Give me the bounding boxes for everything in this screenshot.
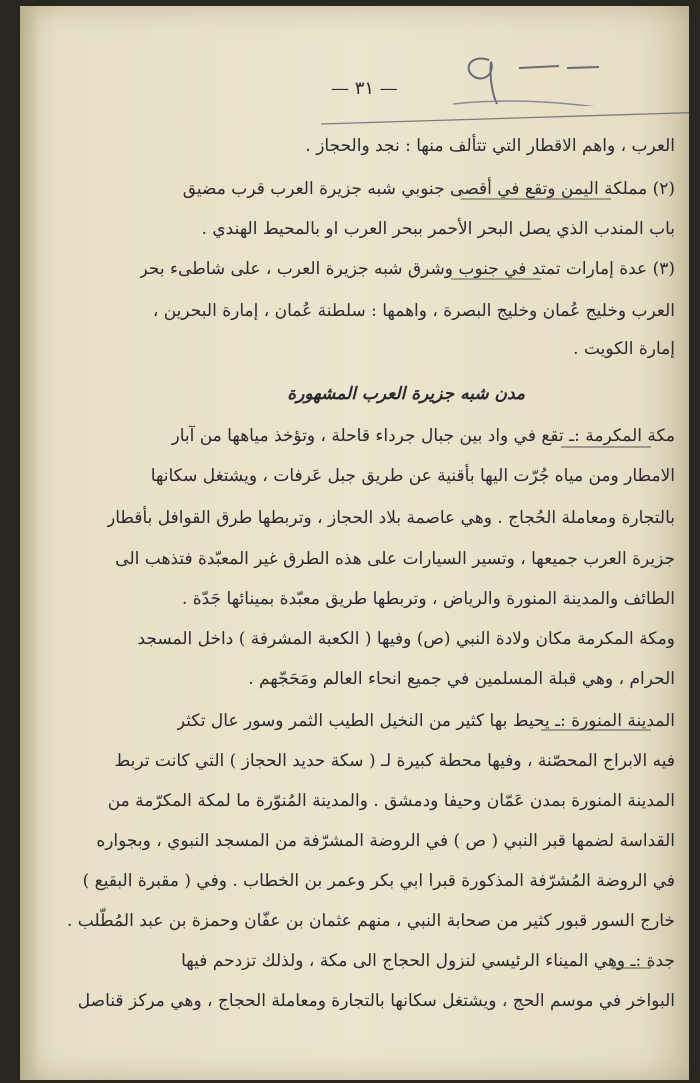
section-heading: مدن شبه جزيرة العرب المشهورة	[287, 384, 525, 404]
page-number: — ٣١ —	[331, 78, 398, 99]
text-line: ومكة المكرمة مكان ولادة النبي (ص) وفيها ( الكعبة المشرفة ) داخل المسجد	[137, 629, 675, 649]
text-line: القداسة لضمها قبر النبي ( ص ) في الروضة المشرّفة من المسجد النبوي ، وبجواره	[96, 831, 675, 851]
text-line: الحرام ، وهي قبلة المسلمين في جميع انحاء العالم ومَحَجّهم .	[248, 669, 675, 689]
text-line: البواخر في موسم الحج ، ويشتغل سكانها بالتجارة ومعاملة الحجاج ، وهي مركز قناصل	[77, 991, 675, 1011]
text-line: خارج السور قبور كثير من صحابة النبي ، منهم عثمان بن عفّان وحمزة بن عبد المُطّلب .	[66, 911, 675, 931]
text-line: مكة المكرمة :ـ تقع في واد بين جبال جرداء قاحلة ، وتؤخذ مياهها من آبار	[171, 426, 675, 446]
text-line: جزيرة العرب جميعها ، وتسير السيارات على هذه الطرق غير المعبّدة فتذهب الى	[115, 549, 675, 569]
text-line: باب المندب الذي يصل البحر الأحمر ببحر العرب او بالمحيط الهندي .	[201, 219, 675, 239]
text-line: (٣) عدة إمارات تمتد في جنوب وشرق شبه جزيرة العرب ، على شاطىء بحر	[139, 259, 675, 279]
text-line: المدينة المنورة :ـ يحيط بها كثير من النخيل الطيب الثمر وسور عال تكثر	[176, 711, 675, 731]
text-line: إمارة الكويت .	[573, 339, 675, 359]
book-page	[20, 6, 689, 1080]
underline-marks	[21, 6, 689, 1080]
text-line: الامطار ومن مياه جُرّت اليها بأقنية عن طريق جبل عَرفات ، ويشتغل سكانها	[150, 466, 675, 486]
text-line: جدة :ـ وهي الميناء الرئيسي لنزول الحجاج الى مكة ، ولذلك تزدحم فيها	[181, 951, 675, 971]
text-line: في الروضة المُشرّفة المذكورة قبرا ابي بكر وعمر بن الخطاب . وفي ( مقبرة البقيع )	[82, 871, 675, 891]
text-line: بالتجارة ومعاملة الحُجاج . وهي عاصمة بلاد الحجاز ، وتربطها طرق القوافل بأقطار	[107, 508, 675, 528]
text-line: الطائف والمدينة المنورة والرياض ، وتربطها طريق معبّدة بمينائها جَدّة .	[181, 589, 675, 609]
text-line: فيه الابراج المحصّنة ، وفيها محطة كبيرة لـ ( سكة حديد الحجاز ) التي كانت تربط	[114, 751, 675, 771]
text-line: المدينة المنورة بمدن عَمّان وحيفا ودمشق . والمدينة المُنوّرة ما لمكة المكرّمة من	[107, 791, 675, 811]
text-line: العرب ، واهم الاقطار التي تتألف منها : نجد والحجاز .	[305, 136, 675, 156]
text-line: العرب وخليج عُمان وخليج البصرة ، واهمها : سلطنة عُمان ، إمارة البحرين ،	[152, 301, 675, 321]
text-line: (٢) مملكة اليمن وتقع في أقصى جنوبي شبه جزيرة العرب قرب مضيق	[182, 179, 675, 199]
